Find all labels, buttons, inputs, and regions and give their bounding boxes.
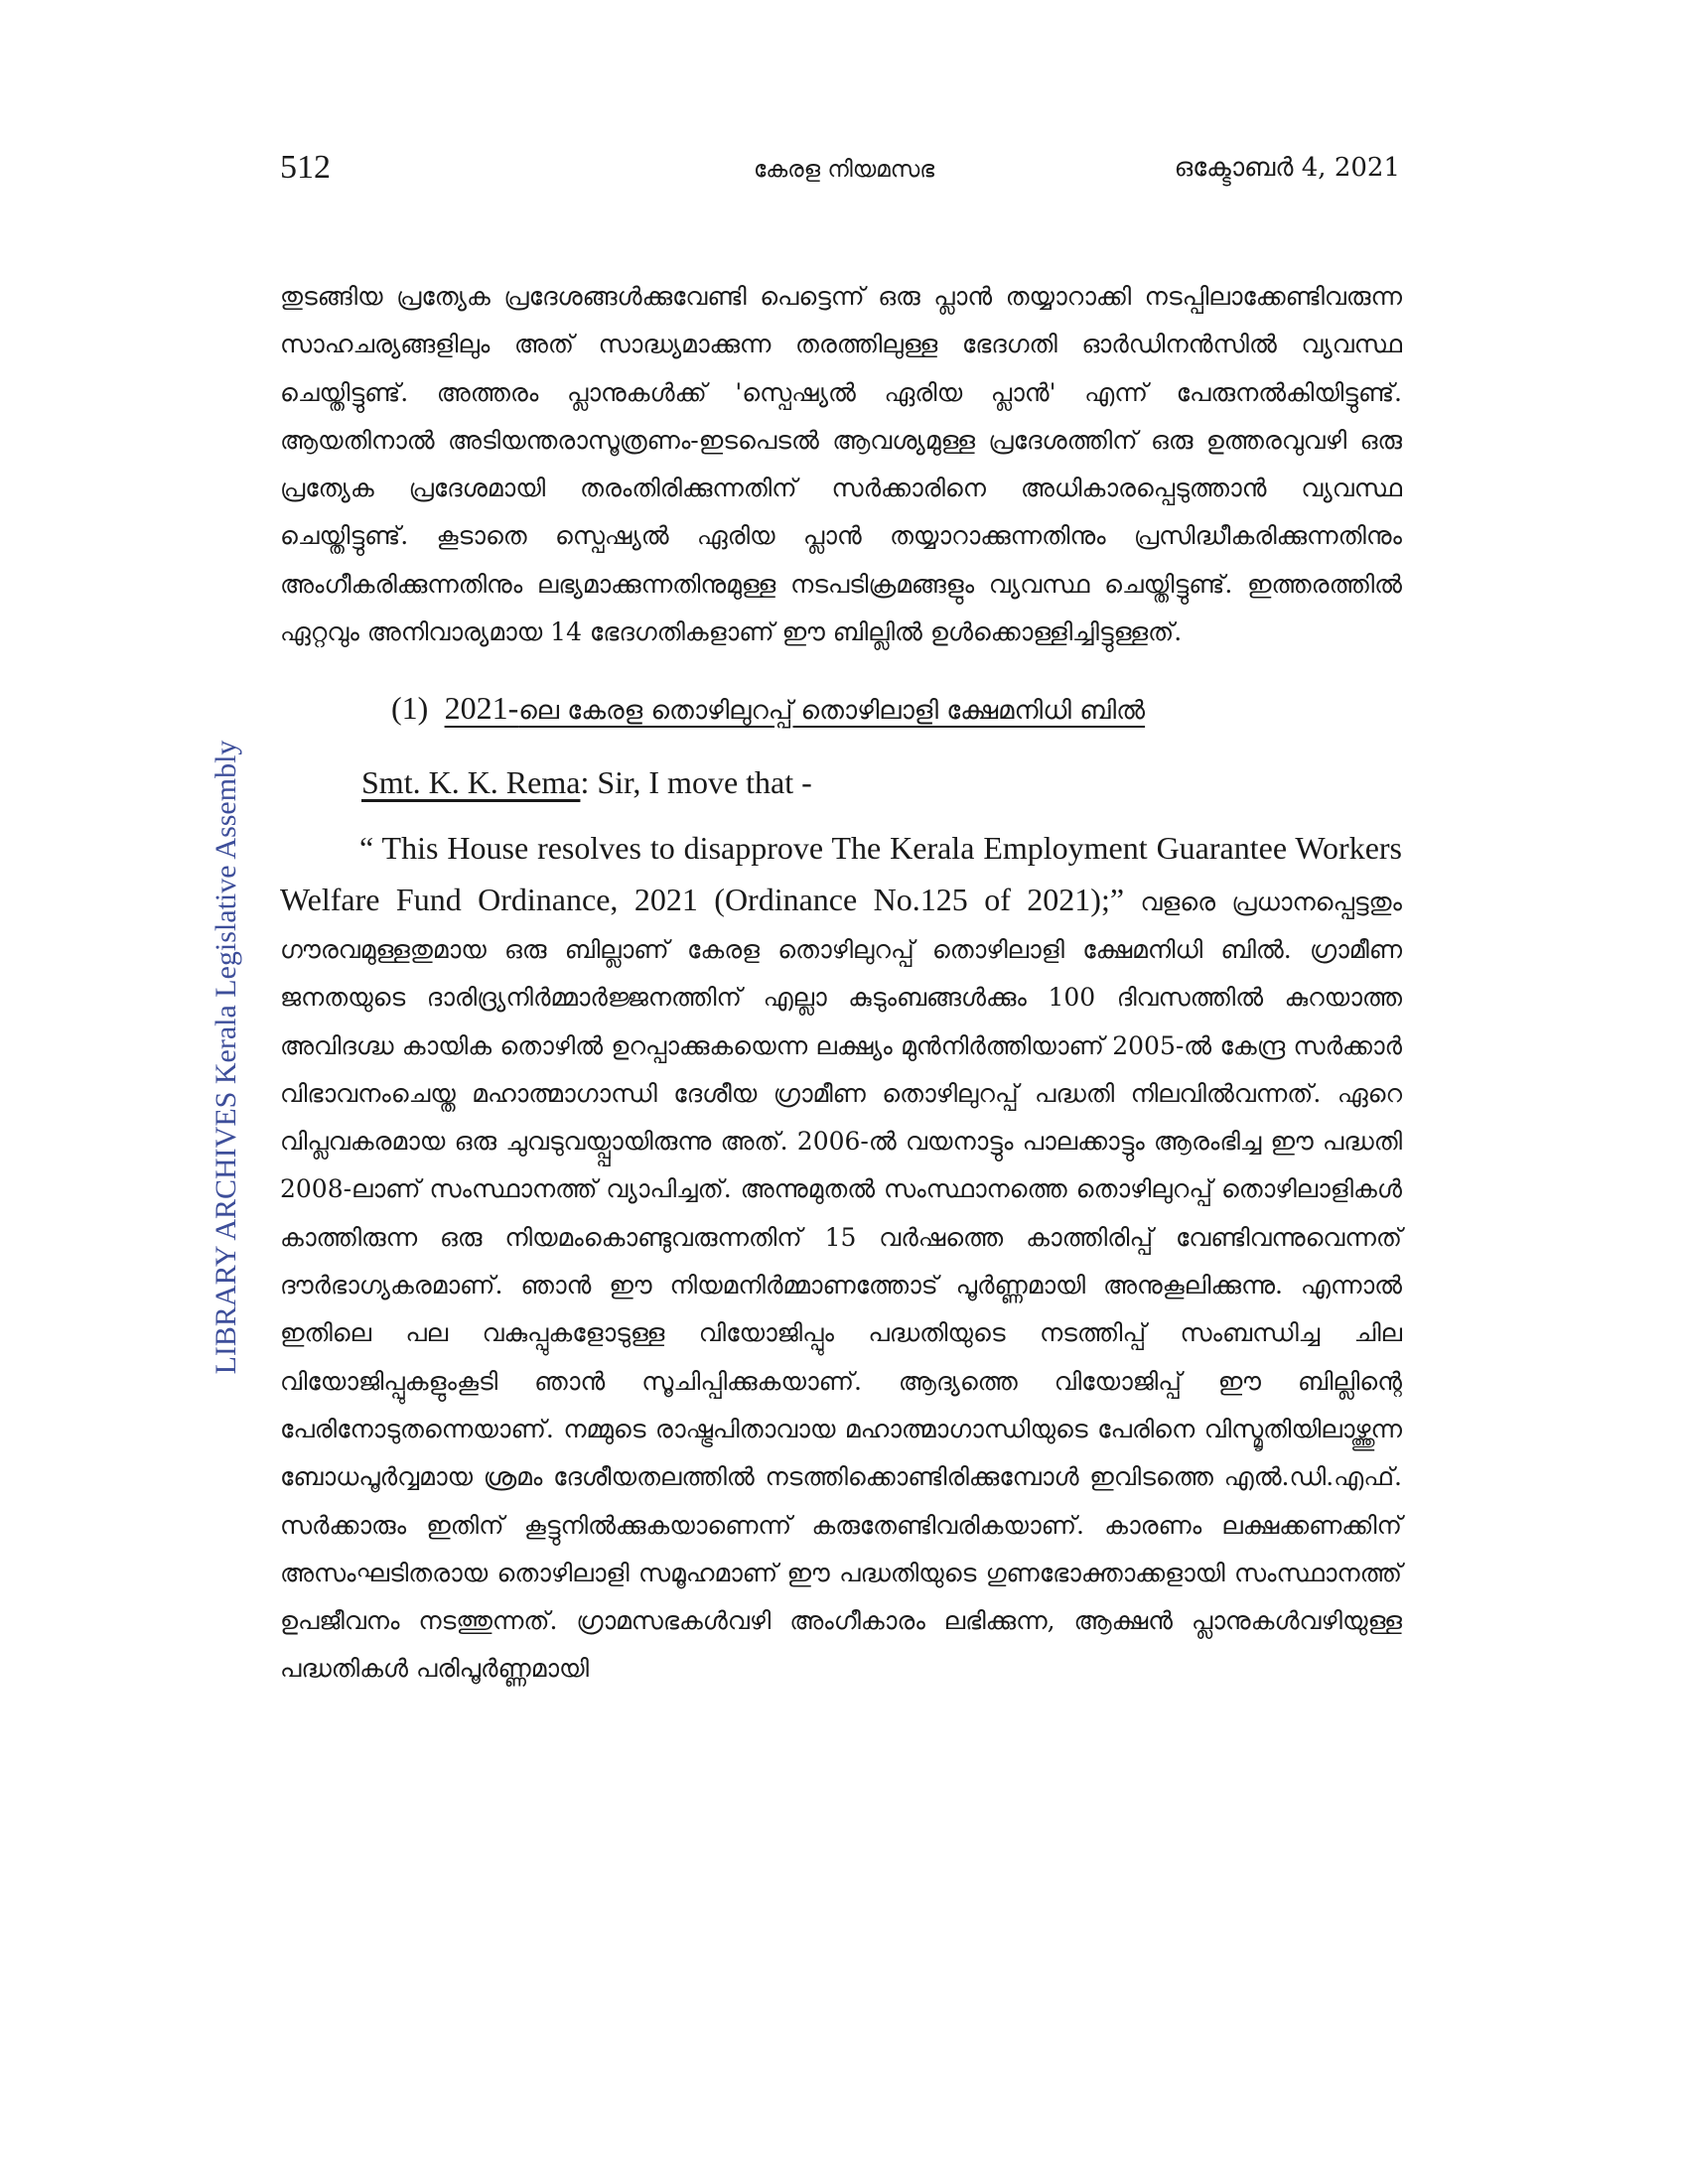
section-title (444, 690, 1146, 727)
section-title-text: ലെ കേരള തൊഴിലുറപ്പ് തൊഴിലാളി ക്ഷേമനിധി ബിൽ (518, 696, 1146, 727)
running-title: കേരള നിയമസഭ (753, 157, 935, 183)
motion-malayalam: വളരെ പ്രധാനപ്പെട്ടതും ഗൗരവമുള്ളതുമായ ഒരു ബില്ലാണ് കേരള തൊഴിലുറപ്പ് തൊഴിലാളി ക്ഷേമനിധി ബിൽ. ഗ്രാമീണ ജനതയുടെ ദാരിദ്ര്യനിർമ്മാർജ്ജനത്തിന് എല്ലാ കുടുംബങ്ങൾക്കും 100 ദിവസത്തിൽ കുറയാത്ത അവിദഗ്ദ്ധ കായിക തൊഴിൽ ഉറപ്പാക്കുകയെന്ന ലക്ഷ്യം മുൻനിർത്തിയാണ് 2005-ൽ കേന്ദ്ര സർക്കാർ വിഭാവനംചെയ്ത മഹാത്മാഗാന്ധി ദേശീയ ഗ്രാമീണ തൊഴിലുറപ്പ് പദ്ധതി നിലവിൽവന്നത്. ഏറെ വിപ്ലവകരമായ ഒരു ചുവടുവയ്പ്പായിരുന്നു അത്. 2006-ൽ വയനാട്ടും പാലക്കാട്ടും ആരംഭിച്ച ഈ പദ്ധതി 2008-ലാണ് സംസ്ഥാനത്ത് വ്യാപിച്ചത്. അന്നുമുതൽ സംസ്ഥാനത്തെ തൊഴിലുറപ്പ് തൊഴിലാളികൾ കാത്തിരുന്ന ഒരു നിയമംകൊണ്ടുവരുന്നതിന് 15 വർഷത്തെ കാത്തിരിപ്പ് വേണ്ടിവന്നുവെന്നത് ദൗർഭാഗ്യകരമാണ്. ഞാൻ ഈ നിയമനിർമ്മാണത്തോട് പൂർണ്ണമായി അനുകൂലിക്കുന്നു. എന്നാൽ ഇതിലെ പല വകുപ്പുകളോടുള്ള വിയോജിപ്പും പദ്ധതിയുടെ നടത്തിപ്പ് സംബന്ധിച്ച ചില വിയോജിപ്പുകളുംകൂടി ഞാൻ സൂചിപ്പിക്കുകയാണ്. ആദ്യത്തെ വിയോജിപ്പ് ഈ ബില്ലിന്റെ പേരിനോടുതന്നെയാണ്. നമ്മുടെ രാഷ്ട്രപിതാവായ മഹാത്മാഗാന്ധിയുടെ പേരിനെ വിസ്മൃതിയിലാഴ്ത്തുന്ന ബോധപൂർവ്വമായ ശ്രമം ദേശീയതലത്തിൽ നടത്തിക്കൊണ്ടിരിക്കുമ്പോൾ ഇവിടത്തെ എൽ.ഡി.എഫ്. സർക്കാരും ഇതിന് കൂട്ടുനിൽക്കുകയാണെന്ന് കരുതേണ്ടിവരികയാണ്. കാരണം ലക്ഷക്കണക്കിന് അസംഘടിതരായ തൊഴിലാളി സമൂഹമാണ് ഈ പദ്ധതിയുടെ ഗുണഭോക്താക്കളായി സംസ്ഥാനത്ത് ഉപജീവനം നടത്തുന്നത്. ഗ്രാമസഭകൾവഴി അംഗീകാരം ലഭിക്കുന്ന, ആക്ഷൻ പ്ലാനുകൾവഴിയുള്ള പദ്ധതികൾ പരിപൂർണ്ണമായി (280, 887, 1402, 1684)
watermark-text: LIBRARY ARCHIVES Kerala Legislative Assembly (210, 740, 242, 1375)
motion-english: “ This House resolves to disapprove The Kerala Employment Guarantee Workers Welfare Fund Ordinance, 2021 (Ordinance No.125 of 2021);” (280, 830, 1402, 917)
section-number: (1) (391, 690, 429, 727)
paragraph-intro: തുടങ്ങിയ പ്രത്യേക പ്രദേശങ്ങൾക്കുവേണ്ടി പെട്ടെന്ന് ഒരു പ്ലാൻ തയ്യാറാക്കി നടപ്പിലാക്കേണ്ടിവരുന്ന സാഹചര്യങ്ങളിലും അത് സാദ്ധ്യമാക്കുന്ന തരത്തിലുള്ള ഭേദഗതി ഓർഡിനൻസിൽ വ്യവസ്ഥ ചെയ്തിട്ടുണ്ട്. അത്തരം പ്ലാനുകൾക്ക് 'സ്പെഷ്യൽ ഏരിയ പ്ലാൻ' എന്ന് പേരുനൽകിയിട്ടുണ്ട്. ആയതിനാൽ അടിയന്തരാസൂത്രണം-ഇടപെടൽ ആവശ്യമുള്ള പ്രദേശത്തിന് ഒരു ഉത്തരവുവഴി ഒരു പ്രത്യേക പ്രദേശമായി തരംതിരിക്കുന്നതിന് സർക്കാരിനെ അധികാരപ്പെടുത്താൻ വ്യവസ്ഥ ചെയ്തിട്ടുണ്ട്. കൂടാതെ സ്പെഷ്യൽ ഏരിയ പ്ലാൻ തയ്യാറാക്കുന്നതിനും പ്രസിദ്ധീകരിക്കുന്നതിനും അംഗീകരിക്കുന്നതിനും ലഭ്യമാക്കുന്നതിനുമുള്ള നടപടിക്രമങ്ങളും വ്യവസ്ഥ ചെയ്തിട്ടുണ്ട്. ഇത്തരത്തിൽ ഏറ്റവും അനിവാര്യമായ 14 ഭേദഗതികളാണ് ഈ ബില്ലിൽ ഉൾക്കൊള്ളിച്ചിട്ടുള്ളത്. (280, 282, 1402, 647)
page-header (0, 149, 1688, 199)
section-heading (280, 680, 1402, 739)
speaker-text: : Sir, I move that - (580, 764, 812, 801)
speaker-line (280, 752, 1402, 812)
motion-paragraph (280, 824, 1402, 1693)
page-body (280, 273, 1402, 1694)
section-title-year: 2021- (444, 690, 519, 727)
page-date: ഒക്ടോബർ 4, 2021 (1174, 153, 1400, 183)
page-number: 512 (280, 149, 331, 186)
speaker-name: Smt. K. K. Rema (361, 764, 581, 801)
